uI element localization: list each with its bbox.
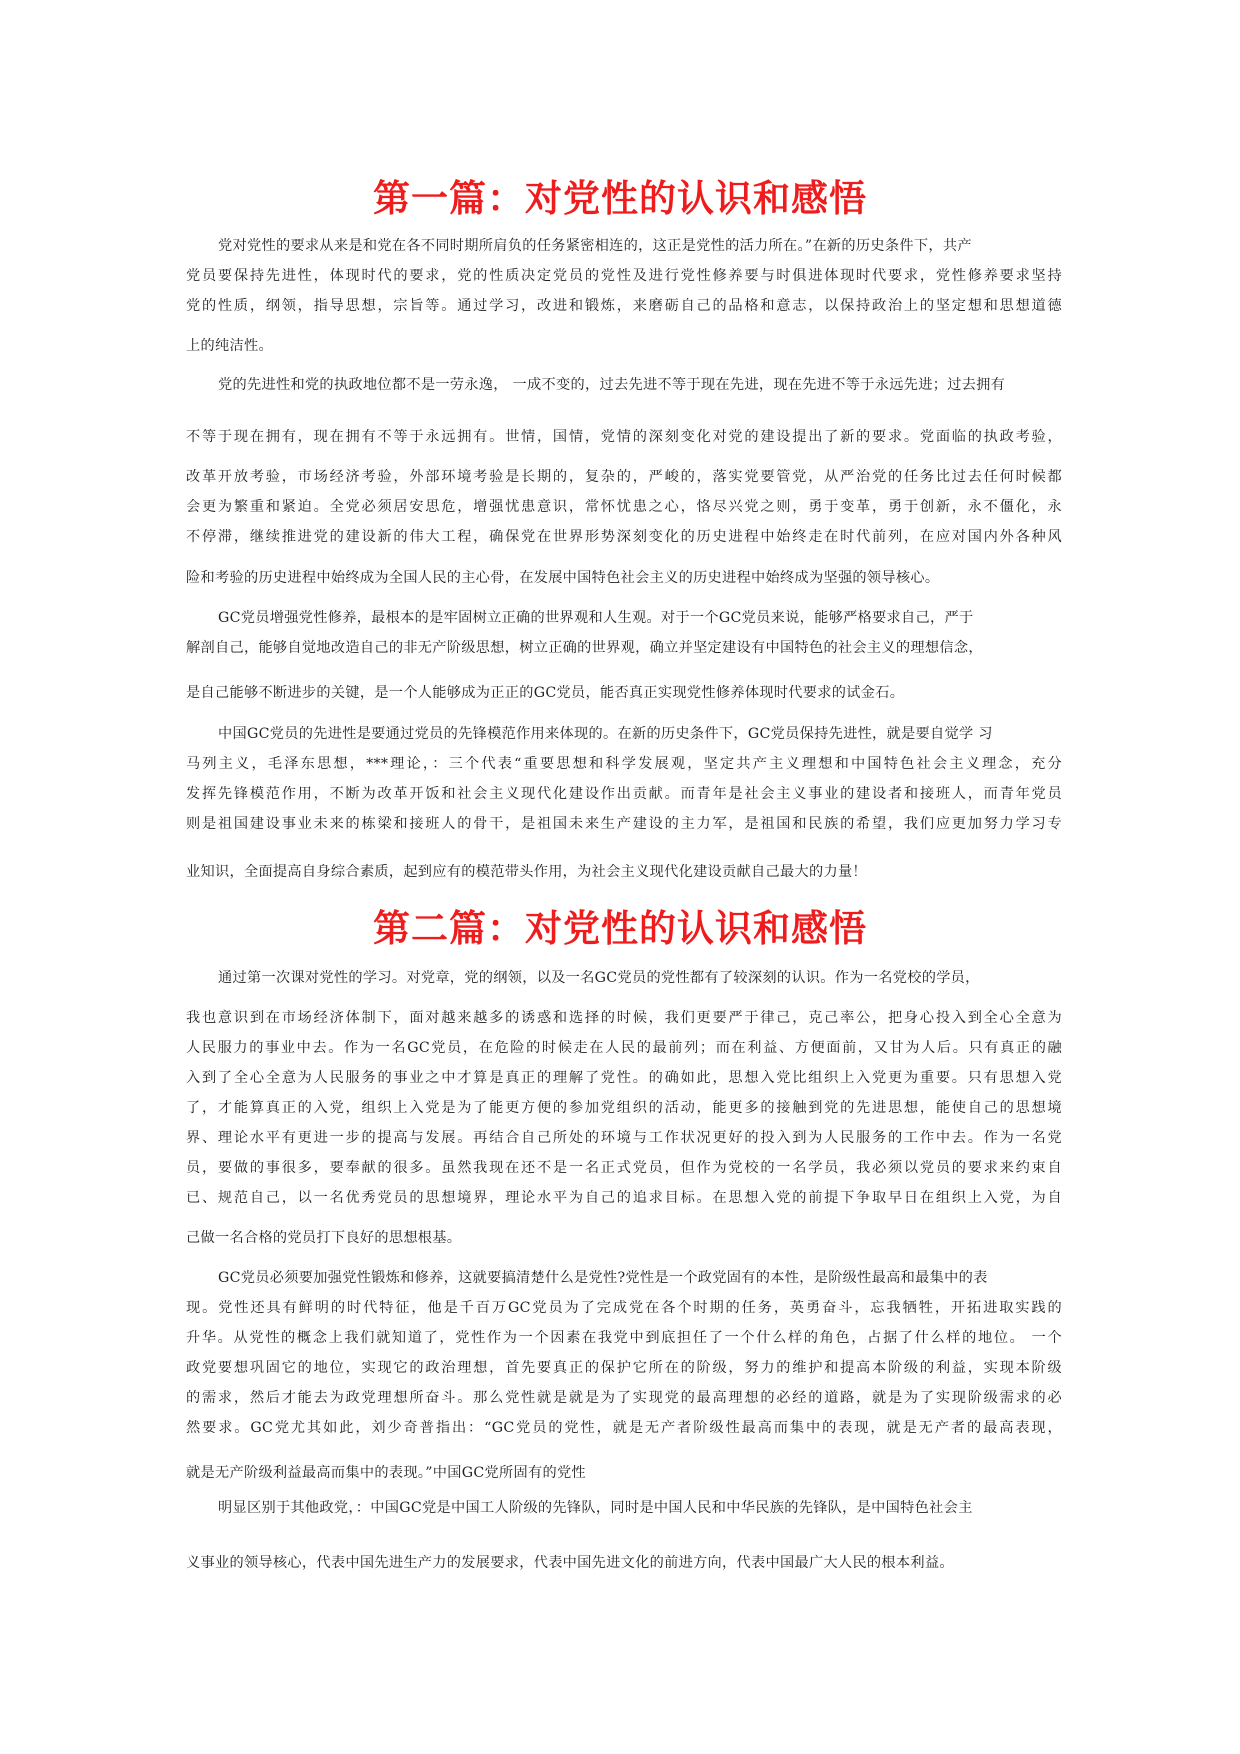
paragraph-line: 我也意识到在市场经济体制下，面对越来越多的诱惑和选择的时候，我们更要严于律己，克己率公，把身心投入到全心全意为	[186, 1010, 1062, 1026]
paragraph-line: 是自己能够不断进步的关键，是一个人能够成为正正的GC党员，能否真正实现党性修养体现时代要求的试金石。	[186, 685, 905, 701]
paragraph-line: 险和考验的历史进程中始终成为全国人民的主心骨，在发展中国特色社会主义的历史进程中始终成为坚强的领导核心。	[186, 570, 940, 586]
paragraph-line: 党的先进性和党的执政地位都不是一劳永逸， 一成不变的，过去先进不等于现在先进，现在先进不等于永远先进；过去拥有	[218, 377, 1006, 393]
paragraph-line: 明显区别于其他政党，：中国GC党是中国工人阶级的先锋队，同时是中国人民和中华民族的先锋队，是中国特色社会主	[218, 1500, 973, 1516]
paragraph-line: 业知识，全面提高自身综合素质，起到应有的模范带头作用，为社会主义现代化建设贡献自己最大的力量！	[186, 864, 867, 880]
paragraph-line: 界、理论水平有更进一步的提高与发展。再结合自己所处的环境与工作状况更好的投入到为人民服务的工作中去。作为一名党	[186, 1130, 1062, 1146]
paragraph-line: 上的纯洁性。	[186, 338, 273, 354]
paragraph-line: 入到了全心全意为人民服务的事业之中才算是真正的理解了党性。的确如此，思想入党比组织上入党更为重要。只有思想入党	[186, 1070, 1062, 1086]
paragraph-line: 党员要保持先进性，体现时代的要求，党的性质决定党员的党性及进行党性修养要与时俱进体现时代要求，党性修养要求坚持	[186, 268, 1062, 284]
section-2-title: 第二篇：对党性的认识和感悟	[373, 906, 867, 950]
paragraph-line: 解剖自己，能够自觉地改造自己的非无产阶级思想，树立正确的世界观，确立并坚定建设有中国特色的社会主义的理想信念，	[186, 640, 983, 656]
paragraph-line: 己做一名合格的党员打下良好的思想根基。	[186, 1230, 462, 1246]
paragraph-line: 不等于现在拥有，现在拥有不等于永远拥有。世情，国情，党情的深刻变化对党的建设提出了新的要求。党面临的执政考验，	[186, 429, 1062, 445]
paragraph-line: 了，才能算真正的入党，组织上入党是为了能更方便的参加党组织的活动，能更多的接触到党的先进思想，能使自己的思想境	[186, 1100, 1062, 1116]
section-1-title: 第一篇：对党性的认识和感悟	[373, 176, 867, 220]
paragraph-line: 的需求，然后才能去为政党理想所奋斗。那么党性就是就是为了实现党的最高理想的必经的道路，就是为了实现阶级需求的必	[186, 1390, 1062, 1406]
paragraph-line: 会更为繁重和紧迫。全党必须居安思危，增强忧患意识，常怀忧患之心，恪尽兴党之则，勇于变革，勇于创新，永不僵化，永	[186, 499, 1062, 515]
paragraph-line: 发挥先锋模范作用，不断为改革开饭和社会主义现代化建设作出贡献。而青年是社会主义事业的建设者和接班人，而青年党员	[186, 786, 1062, 802]
paragraph-line: 人民服力的事业中去。作为一名GC党员，在危险的时候走在人民的最前列；而在利益、方便面前，又甘为人后。只有真正的融	[186, 1040, 1062, 1056]
paragraph-line: 然要求。GC党尤其如此，刘少奇普指出：“GC党员的党性，就是无产者阶级性最高而集中的表现，就是无产者的最高表现，	[186, 1420, 1062, 1436]
paragraph-line: 则是祖国建设事业未来的栋梁和接班人的骨干，是祖国未来生产建设的主力军，是祖国和民族的希望，我们应更加努力学习专	[186, 816, 1062, 832]
paragraph-line: 就是无产阶级利益最高而集中的表现。”中国GC党所固有的党性	[186, 1465, 586, 1481]
paragraph-line: GC党员增强党性修养，最根本的是牢固树立正确的世界观和人生观。对于一个GC党员来说，能够严格要求自己，严于	[218, 610, 974, 626]
paragraph-line: 升华。从党性的概念上我们就知道了，党性作为一个因素在我党中到底担任了一个什么样的角色，占据了什么样的地位。 一个	[186, 1330, 1062, 1346]
paragraph-line: 现。党性还具有鲜明的时代特征，他是千百万GC党员为了完成党在各个时期的任务，英勇奋斗，忘我牺牲，开拓进取实践的	[186, 1300, 1062, 1316]
paragraph-line: 通过第一次课对党性的学习。对党章，党的纲领，以及一名GC党员的党性都有了较深刻的认识。作为一名党校的学员，	[218, 970, 980, 986]
paragraph-line: 党的性质，纲领，指导思想，宗旨等。通过学习，改进和锻炼，来磨砺自己的品格和意志，以保持政治上的坚定想和思想道德	[186, 298, 1062, 314]
paragraph-line: GC党员必须要加强党性锻炼和修养，这就要搞清楚什么是党性?党性是一个政党固有的本性，是阶级性最高和最集中的表	[218, 1270, 988, 1286]
paragraph-line: 不停滞，继续推进党的建设新的伟大工程，确保党在世界形势深刻变化的历史进程中始终走在时代前列，在应对国内外各种风	[186, 529, 1062, 545]
paragraph-line: 改革开放考验，市场经济考验，外部环境考验是长期的，复杂的，严峻的，落实党要管党，从严治党的任务比过去任何时候都	[186, 469, 1062, 485]
paragraph-line: 政党要想巩固它的地位，实现它的政治理想，首先要真正的保护它所在的阶级，努力的维护和提高本阶级的利益，实现本阶级	[186, 1360, 1062, 1376]
paragraph-line: 党对党性的要求从来是和党在各不同时期所肩负的任务紧密相连的，这正是党性的活力所在。”在新的历史条件下，共产	[218, 238, 972, 254]
paragraph-line: 中国GC党员的先进性是要通过党员的先锋模范作用来体现的。在新的历史条件下，GC党员保持先进性，就是要自觉学 习	[218, 726, 993, 742]
paragraph-line: 员，要做的事很多，要奉献的很多。虽然我现在还不是一名正式党员，但作为党校的一名学员，我必须以党员的要求来约束自	[186, 1160, 1062, 1176]
paragraph-line: 义事业的领导核心，代表中国先进生产力的发展要求，代表中国先进文化的前进方向，代表中国最广大人民的根本利益。	[186, 1555, 954, 1571]
paragraph-line: 已、规范自己，以一名优秀党员的思想境界，理论水平为自己的追求目标。在思想入党的前提下争取早日在组织上入党，为自	[186, 1190, 1062, 1206]
paragraph-line: 马列主义，毛泽东思想，***理论，：三个代表“重要思想和科学发展观，坚定共产主义理想和中国特色社会主义理念，充分	[186, 756, 1062, 772]
